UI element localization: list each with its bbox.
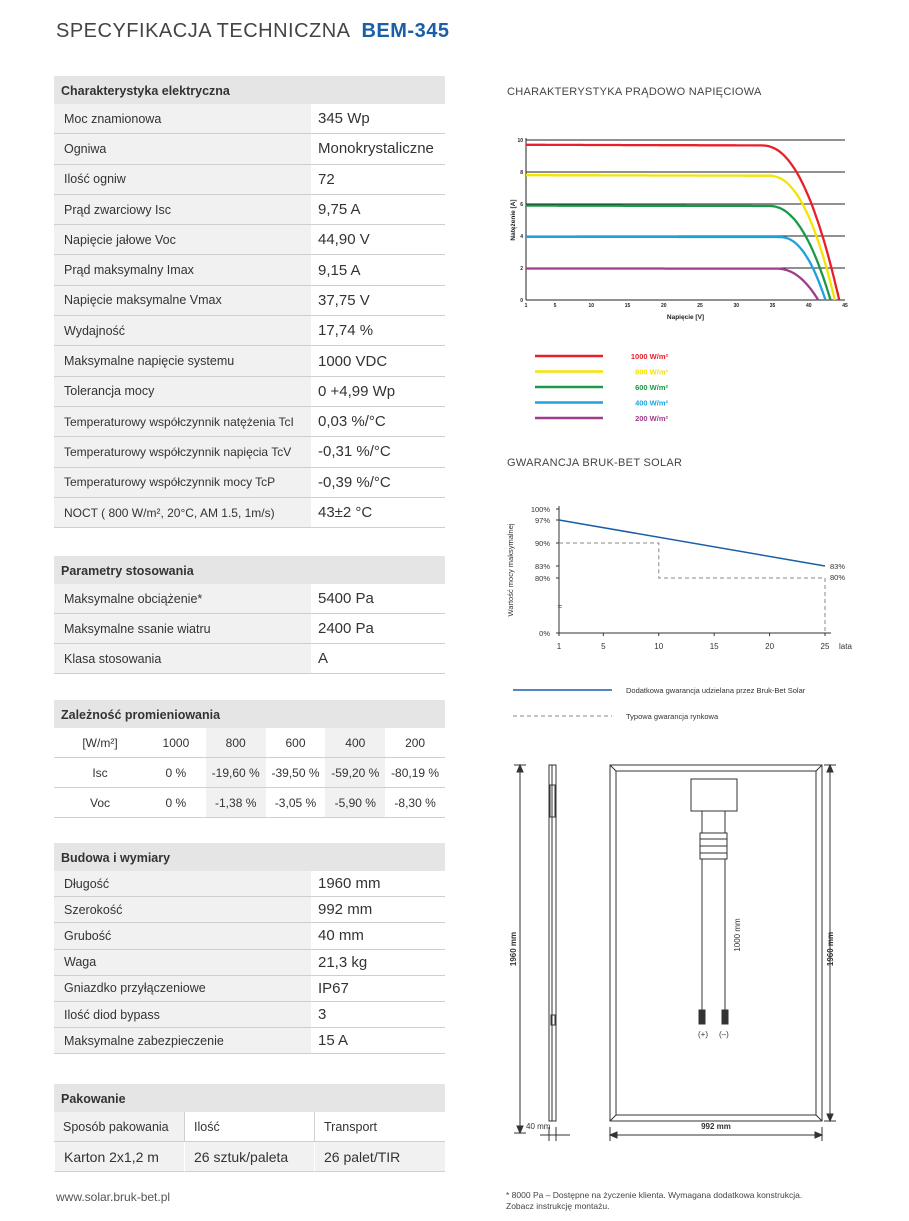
application-section: [54, 556, 445, 674]
electrical-value: 44,90 V: [311, 225, 445, 254]
dim-arrow: [815, 1132, 822, 1138]
construction-label: Waga: [54, 950, 311, 975]
electrical-row: [54, 468, 445, 498]
construction-heading: Budowa i wymiary: [54, 843, 445, 871]
construction-label: Maksymalne zabezpieczenie: [54, 1028, 311, 1053]
iv-ytick-label: 0: [520, 298, 523, 304]
warranty-ytick-label: 90%: [534, 539, 550, 548]
warranty-xtick-label: 1: [556, 642, 562, 651]
electrical-label: Ogniwa: [54, 134, 311, 163]
construction-label: Ilość diod bypass: [54, 1002, 311, 1027]
irr-header-cell: 400: [325, 728, 385, 758]
warranty-legend-label: Dodatkowa gwarancja udzielana przez Bruk-Bet Solar: [626, 686, 806, 695]
irr-header-cell: 800: [206, 728, 266, 758]
electrical-value: 43±2 °C: [311, 498, 445, 527]
warranty-ytick-label: 0%: [539, 629, 550, 638]
irr-voc-cell: -1,38 %: [206, 788, 266, 818]
construction-label: Długość: [54, 871, 311, 896]
packaging-section: [54, 1084, 445, 1172]
application-heading: Parametry stosowania: [54, 556, 445, 584]
construction-value: 1960 mm: [311, 871, 445, 896]
electrical-row: [54, 165, 445, 195]
irr-isc-cell: 0 %: [146, 758, 206, 788]
junction-box: [691, 779, 737, 811]
axis-break-icon: ≈: [557, 602, 563, 611]
electrical-value: 1000 VDC: [311, 346, 445, 375]
iv-legend-label: 400 W/m²: [635, 398, 668, 408]
construction-row: [54, 923, 445, 949]
irr-header-cell: [W/m²]: [54, 728, 146, 758]
website-link[interactable]: www.solar.bruk-bet.pl: [56, 1190, 171, 1204]
electrical-label: NOCT ( 800 W/m², 20°C, AM 1.5, 1m/s): [54, 498, 311, 527]
construction-row: [54, 976, 445, 1002]
warranty-yaxis-label: Wartość mocy maksymalnej: [506, 523, 515, 617]
electrical-label: Tolerancja mocy: [54, 377, 311, 406]
iv-series-line: [526, 269, 818, 301]
model-name: BEM-345: [361, 20, 450, 42]
iv-xtick-label: 30: [733, 303, 740, 309]
iv-xtick-label: 15: [624, 303, 631, 309]
electrical-value: 72: [311, 165, 445, 194]
dim-arrow: [517, 1126, 523, 1133]
warranty-xtick-label: 20: [765, 642, 775, 651]
electrical-label: Temperaturowy współczynnik mocy TcP: [54, 468, 311, 497]
electrical-label: Ilość ogniw: [54, 165, 311, 194]
dim-arrow: [827, 765, 833, 772]
cable-length-label: 1000 mm: [733, 918, 742, 952]
footnote-line-1: * 8000 Pa – Dostępne na życzenie klienta. Wymagana dodatkowa konstrukcja.: [506, 1190, 803, 1200]
packaging-value-transport: 26 palet/TIR: [314, 1142, 445, 1172]
frame-corner: [610, 1115, 616, 1121]
packaging-value-method: Karton 2x1,2 m: [54, 1142, 184, 1172]
application-value: 2400 Pa: [311, 614, 445, 643]
electrical-label: Maksymalne napięcie systemu: [54, 346, 311, 375]
iv-ytick-label: 8: [520, 170, 523, 176]
electrical-row: [54, 498, 445, 528]
application-table: [54, 584, 445, 674]
connector-minus: [722, 1010, 728, 1024]
front-view: [610, 765, 836, 1141]
irr-isc-cell: -19,60 %: [206, 758, 266, 788]
warranty-xtick-label: 5: [601, 642, 606, 651]
minus-label: (–): [719, 1030, 729, 1039]
warranty-series-line: [559, 543, 825, 578]
packaging-value-quantity: 26 sztuk/paleta: [184, 1142, 314, 1172]
irr-voc-cell: Voc: [54, 788, 146, 818]
dim-arrow: [517, 765, 523, 772]
construction-row: [54, 1002, 445, 1028]
application-value: 5400 Pa: [311, 584, 445, 613]
iv-ytick-label: 10: [517, 138, 523, 144]
electrical-value: 345 Wp: [311, 104, 445, 133]
packaging-heading: Pakowanie: [54, 1084, 445, 1112]
irradiance-table: [54, 728, 445, 818]
construction-row: [54, 1028, 445, 1054]
electrical-label: Prąd zwarciowy Isc: [54, 195, 311, 224]
application-row: [54, 644, 445, 674]
construction-row: [54, 897, 445, 923]
application-row: [54, 584, 445, 614]
application-value: A: [311, 644, 445, 673]
electrical-value: -0,39 %/°C: [311, 468, 445, 497]
warranty-ytick-label: 80%: [534, 574, 550, 583]
warranty-chart: [500, 500, 860, 730]
length-label-right: 1960 mm: [826, 931, 835, 967]
iv-xtick-label: 40: [805, 303, 812, 309]
electrical-value: 0 +4,99 Wp: [311, 377, 445, 406]
iv-xtick-label: 20: [660, 303, 667, 309]
packaging-header-method: Sposób pakowania: [54, 1112, 184, 1142]
irr-header-cell: 200: [385, 728, 445, 758]
irr-isc-cell: -80,19 %: [385, 758, 445, 788]
construction-label: Gniazdko przyłączeniowe: [54, 976, 311, 1001]
iv-ytick-label: 6: [520, 202, 523, 208]
construction-label: Szerokość: [54, 897, 311, 922]
iv-yaxis-label: Natężenie [A]: [510, 199, 517, 241]
warranty-ytick-label: 100%: [530, 505, 550, 514]
warranty-x-unit: lata: [839, 642, 852, 651]
construction-table: [54, 871, 445, 1054]
iv-chart: [500, 128, 860, 428]
electrical-value: 9,15 A: [311, 255, 445, 284]
plus-label: (+): [698, 1030, 708, 1039]
electrical-label: Napięcie maksymalne Vmax: [54, 286, 311, 315]
warranty-xtick-label: 15: [709, 642, 719, 651]
electrical-label: Temperaturowy współczynnik napięcia TcV: [54, 437, 311, 466]
electrical-heading: Charakterystyka elektryczna: [54, 76, 445, 104]
iv-series-line: [526, 206, 831, 300]
irradiance-section: [54, 700, 445, 818]
electrical-row: [54, 225, 445, 255]
frame-corner: [816, 765, 822, 771]
packaging-header-transport: Transport: [314, 1112, 445, 1142]
construction-value: 15 A: [311, 1028, 445, 1053]
application-label: Maksymalne ssanie wiatru: [54, 614, 311, 643]
iv-xtick-label: 45: [842, 303, 848, 309]
warranty-series-line: [559, 520, 825, 566]
irr-isc-cell: Isc: [54, 758, 146, 788]
electrical-value: 0,03 %/°C: [311, 407, 445, 436]
irr-header-cell: 1000: [146, 728, 206, 758]
electrical-row: [54, 134, 445, 164]
iv-xtick-label: 10: [588, 303, 595, 309]
electrical-row: [54, 437, 445, 467]
electrical-row: [54, 346, 445, 376]
electrical-label: Prąd maksymalny Imax: [54, 255, 311, 284]
iv-xtick-label: 25: [697, 303, 703, 309]
electrical-row: [54, 407, 445, 437]
warranty-xtick-label: 25: [820, 642, 830, 651]
electrical-row: [54, 195, 445, 225]
iv-ytick-label: 4: [520, 234, 523, 240]
electrical-section: [54, 76, 445, 528]
electrical-value: -0,31 %/°C: [311, 437, 445, 466]
electrical-value: 17,74 %: [311, 316, 445, 345]
electrical-label: Wydajność: [54, 316, 311, 345]
construction-value: 3: [311, 1002, 445, 1027]
connector-plus: [699, 1010, 705, 1024]
construction-section: [54, 843, 445, 1054]
irr-voc-cell: -8,30 %: [385, 788, 445, 818]
construction-value: 992 mm: [311, 897, 445, 922]
warranty-end-label: 80%: [830, 573, 846, 582]
iv-legend-label: 200 W/m²: [635, 414, 668, 423]
iv-ytick-label: 2: [520, 266, 523, 272]
iv-legend-label: 800 W/m²: [635, 367, 668, 377]
construction-value: IP67: [311, 976, 445, 1001]
application-label: Maksymalne obciążenie*: [54, 584, 311, 613]
electrical-row: [54, 255, 445, 285]
width-label: 992 mm: [701, 1122, 731, 1131]
footnote: [506, 1190, 856, 1212]
iv-series-line: [526, 145, 839, 300]
electrical-label: Napięcie jałowe Voc: [54, 225, 311, 254]
page-title: [56, 20, 449, 43]
construction-value: 21,3 kg: [311, 950, 445, 975]
iv-chart-title: CHARAKTERYSTYKA PRĄDOWO NAPIĘCIOWA: [507, 86, 762, 98]
warranty-chart-title: GWARANCJA BRUK-BET SOLAR: [507, 457, 683, 469]
electrical-label: Temperaturowy współczynnik natężenia TcI: [54, 407, 311, 436]
irr-isc-cell: -39,50 %: [266, 758, 326, 788]
warranty-ytick-label: 97%: [534, 516, 550, 525]
title-text: SPECYFIKACJA TECHNICZNA: [56, 20, 350, 42]
side-view: [514, 765, 570, 1141]
electrical-row: [54, 377, 445, 407]
dim-arrow: [827, 1114, 833, 1121]
depth-label: 40 mm: [526, 1122, 551, 1131]
electrical-row: [54, 104, 445, 134]
electrical-value: 37,75 V: [311, 286, 445, 315]
frame-corner: [816, 1115, 822, 1121]
application-label: Klasa stosowania: [54, 644, 311, 673]
iv-xtick-label: 1: [524, 303, 528, 309]
iv-legend-label: 1000 W/m²: [630, 352, 668, 361]
footnote-line-2: Zobacz instrukcję montażu.: [506, 1201, 610, 1211]
irr-header-cell: 600: [266, 728, 326, 758]
construction-row: [54, 950, 445, 976]
warranty-end-label: 83%: [830, 562, 846, 571]
construction-label: Grubość: [54, 923, 311, 948]
packaging-table: [54, 1112, 445, 1172]
electrical-value: Monokrystaliczne: [311, 134, 445, 163]
module-drawing: [500, 755, 860, 1145]
electrical-row: [54, 286, 445, 316]
length-label: 1960 mm: [509, 931, 518, 967]
module-frame-inner: [616, 771, 816, 1115]
dim-arrow: [610, 1132, 617, 1138]
application-row: [54, 614, 445, 644]
module-frame-outer: [610, 765, 822, 1121]
iv-xaxis-label: Napięcie [V]: [666, 314, 705, 321]
iv-xtick-label: 35: [769, 303, 776, 309]
iv-xtick-label: 5: [553, 303, 557, 309]
electrical-value: 9,75 A: [311, 195, 445, 224]
warranty-legend-label: Typowa gwarancja rynkowa: [626, 712, 719, 721]
warranty-ytick-label: 83%: [534, 562, 550, 571]
irr-voc-cell: 0 %: [146, 788, 206, 818]
construction-row: [54, 871, 445, 897]
frame-corner: [610, 765, 616, 771]
irr-voc-cell: -3,05 %: [266, 788, 326, 818]
irr-voc-cell: -5,90 %: [325, 788, 385, 818]
iv-legend-label: 600 W/m²: [635, 383, 668, 392]
packaging-header-quantity: Ilość: [184, 1112, 314, 1142]
warranty-xtick-label: 10: [654, 642, 664, 651]
irradiance-heading: Zależność promieniowania: [54, 700, 445, 728]
electrical-row: [54, 316, 445, 346]
construction-value: 40 mm: [311, 923, 445, 948]
irr-isc-cell: -59,20 %: [325, 758, 385, 788]
electrical-label: Moc znamionowa: [54, 104, 311, 133]
electrical-table: [54, 104, 445, 528]
